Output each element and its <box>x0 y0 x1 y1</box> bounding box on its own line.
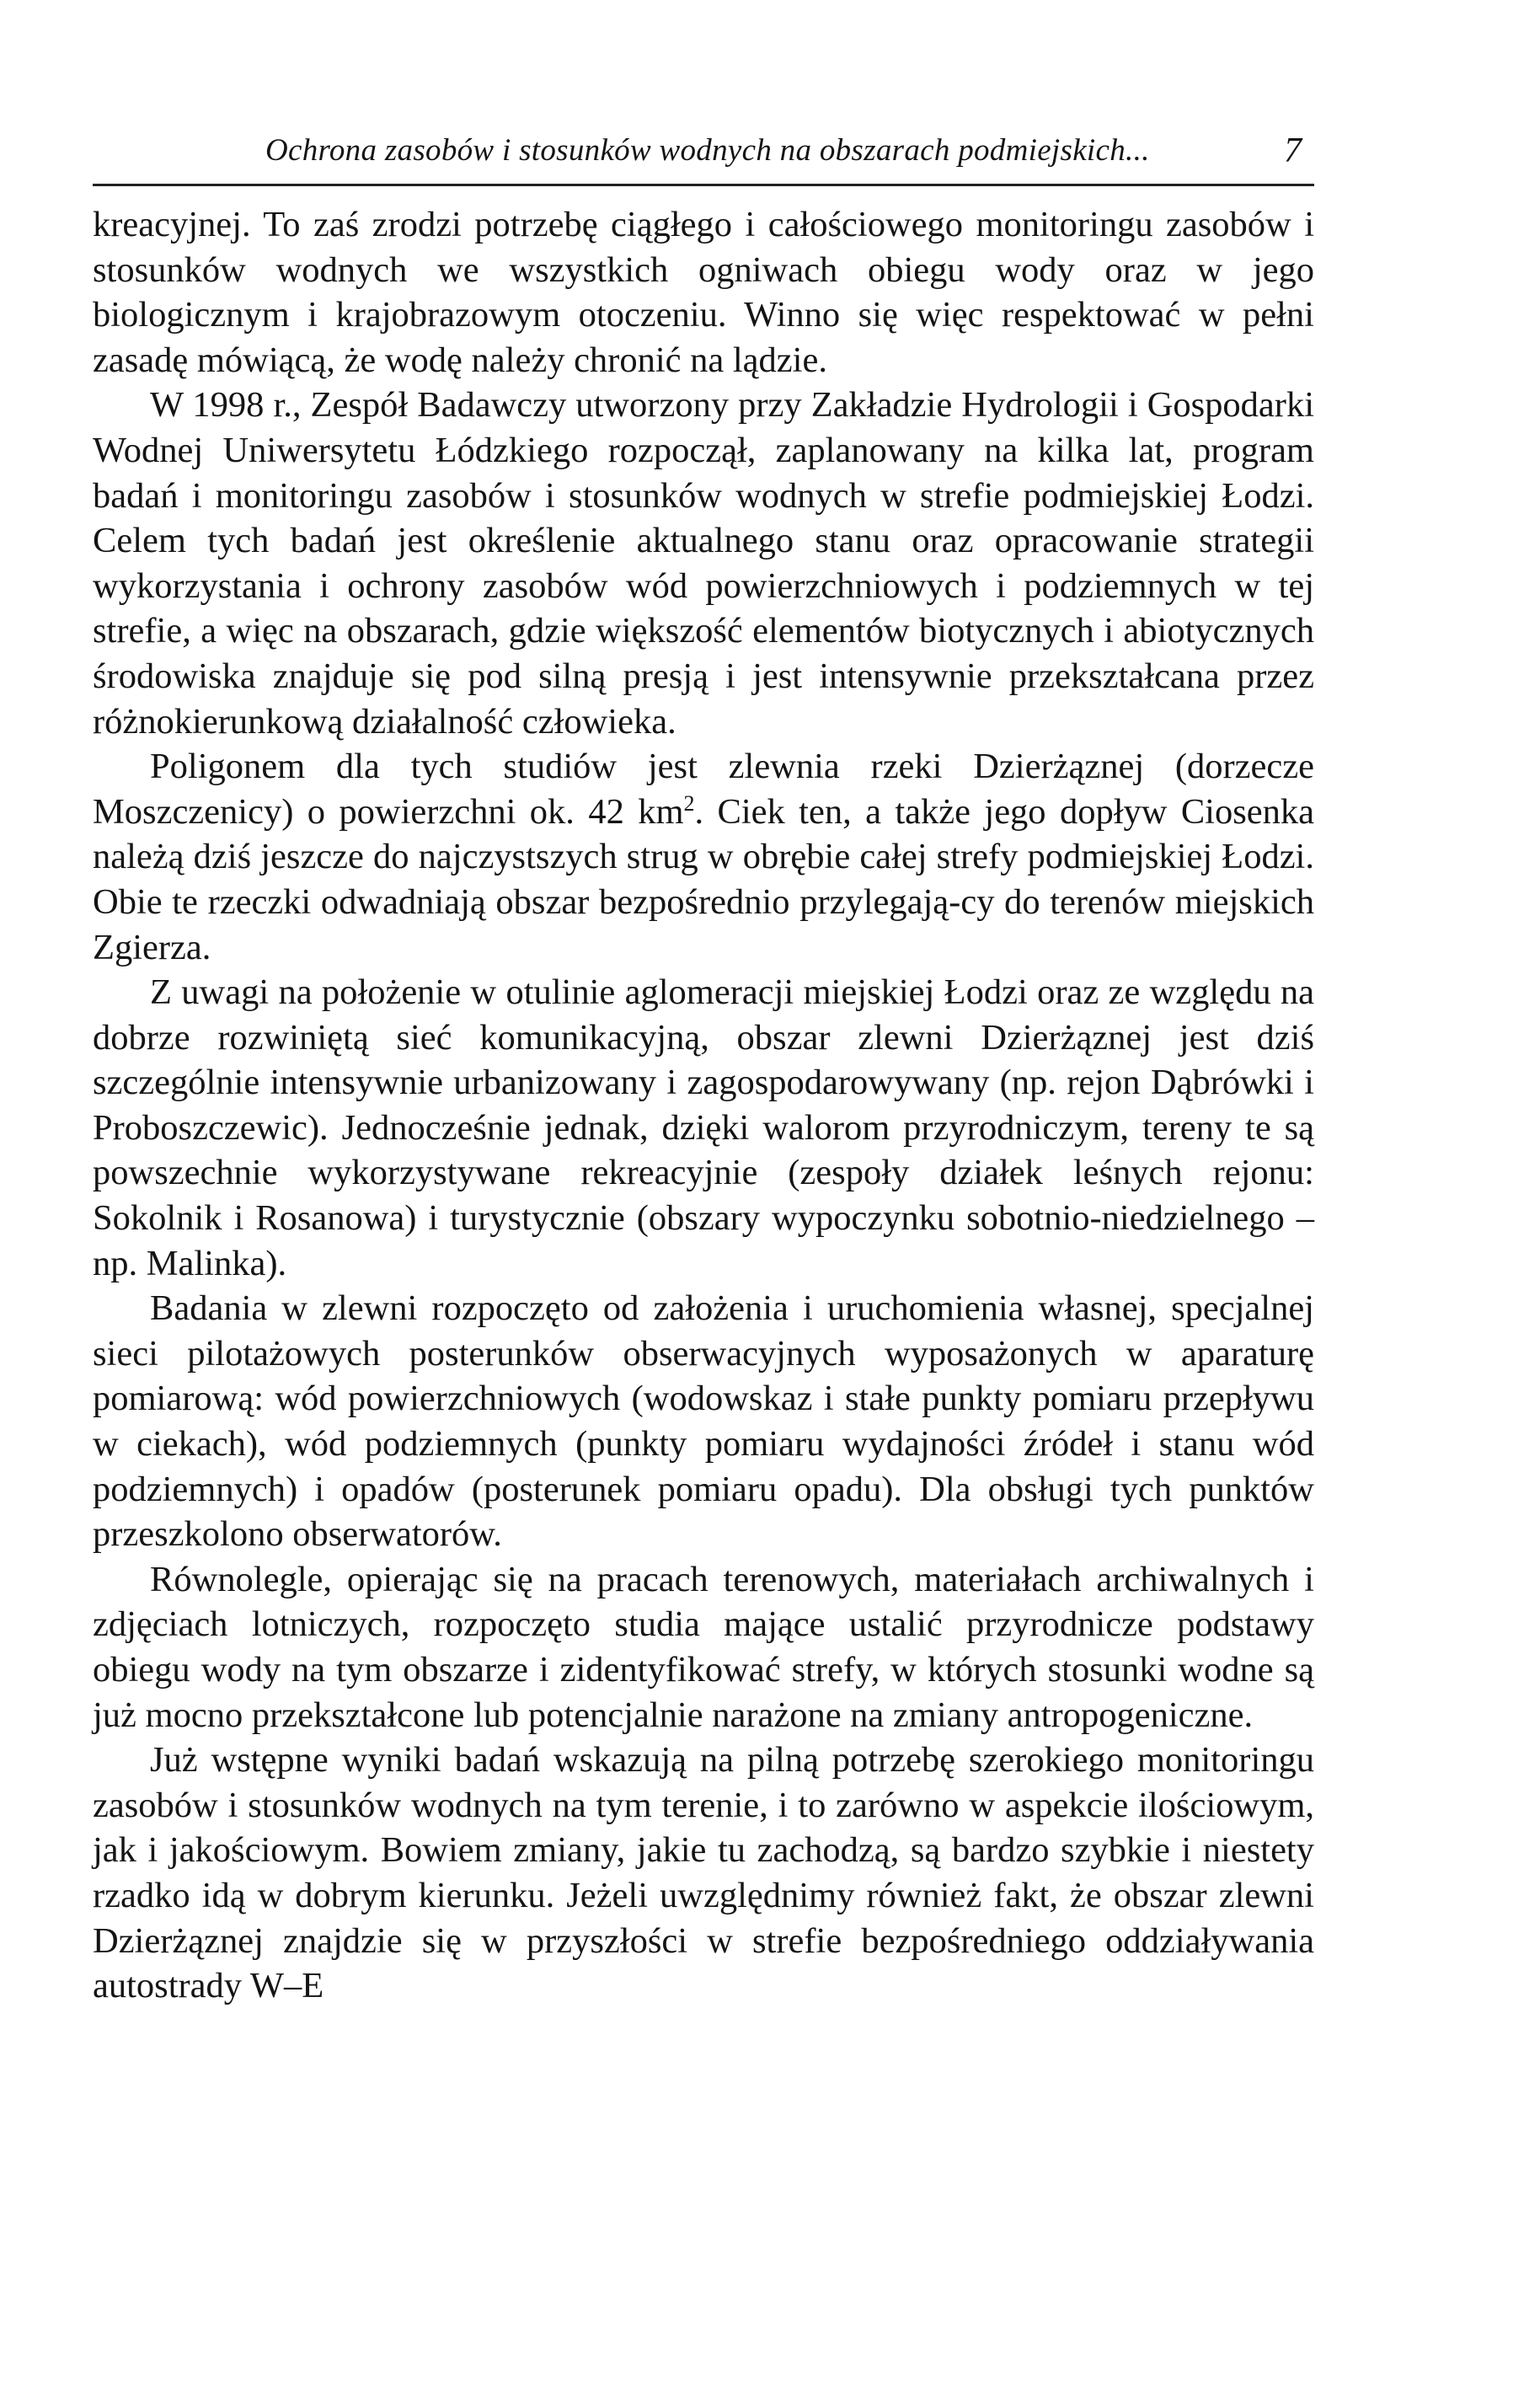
paragraph-5: Badania w zlewni rozpoczęto od założenia i uruchomienia własnej, specjalnej sieci pilotażowych posterunków obserwacyjnych wyposażonych w aparaturę pomiarową: wód powierzchniowych (wodowskaz i stałe punkty pomiaru przepływu w ciekach), wód podziemnych (punkty pomiaru wydajności źródeł i stanu wód podziemnych) i opadów (posterunek pomiaru opadu). Dla obsługi tych punktów przeszkolono obserwatorów. <box>93 1288 1314 1555</box>
paragraph-3-text-a: Poligonem dla tych studiów jest zlewnia rzeki Dzierżąznej (dorzecze Moszczenicy) o powierzchni ok. 42 km <box>93 747 1314 832</box>
header-rule <box>93 184 1314 186</box>
paragraph-3 <box>93 744 1314 970</box>
running-title: Ochrona zasobów i stosunków wodnych na obszarach podmiejskich... <box>265 133 1150 168</box>
superscript-2: 2 <box>683 790 695 816</box>
paragraph-6: Równolegle, opierając się na pracach terenowych, materiałach archiwalnych i zdjęciach lotniczych, rozpoczęto studia mające ustalić przyrodnicze podstawy obiegu wody na tym obszarze i zidentyfikować strefy, w których stosunki wodne są już mocno przekształcone lub potencjalnie narażone na zmiany antropogeniczne. <box>93 1559 1314 1735</box>
paragraph-7: Już wstępne wyniki badań wskazują na pilną potrzebę szerokiego monitoringu zasobów i stosunków wodnych na tym terenie, i to zarówno w aspekcie ilościowym, jak i jakościowym. Bowiem zmiany, jakie tu zachodzą, są bardzo szybkie i niestety rzadko idą w dobrym kierunku. Jeżeli uwzględnimy również fakt, że obszar zlewni Dzierżąznej znajdzie się w przyszłości w strefie bezpośredniego oddziaływania autostrady W–E <box>93 1740 1314 2006</box>
paragraph-4: Z uwagi na położenie w otulinie aglomeracji miejskiej Łodzi oraz ze względu na dobrze rozwiniętą sieć komunikacyjną, obszar zlewni Dzierżąznej jest dziś szczególnie intensywnie urbanizowany i zagospodarowywany (np. rejon Dąbrówki i Proboszczewic). Jednocześnie jednak, dzięki walorom przyrodniczym, tereny te są powszechnie wykorzystywane rekreacyjnie (zespoły działek leśnych rejonu: Sokolnik i Rosanowa) i turystycznie (obszary wypoczynku sobotnio-niedzielnego – np. Malinka). <box>93 972 1314 1283</box>
paragraph-3-text-b: . Ciek ten, a także jego dopływ Ciosenka należą dziś jeszcze do najczystszych strug w obrębie całej strefy podmiejskiej Łodzi. Obie te rzeczki odwadniają obszar bezpośrednio przylegają-cy do terenów miejskich Zgierza. <box>93 791 1314 967</box>
paragraph-1: kreacyjnej. To zaś zrodzi potrzebę ciągłego i całościowego monitoringu zasobów i stosunków wodnych we wszystkich ogniwach obiegu wody oraz w jego biologicznym i krajobrazowym otoczeniu. Winno się więc respektować w pełni zasadę mówiącą, że wodę należy chronić na lądzie. <box>93 205 1314 380</box>
page-number: 7 <box>1284 131 1302 170</box>
body-text <box>93 202 1314 2009</box>
page-header <box>93 126 1314 175</box>
paragraph-2: W 1998 r., Zespół Badawczy utworzony przy Zakładzie Hydrologii i Gospodarki Wodnej Uniwersytetu Łódzkiego rozpoczął, zaplanowany na kilka lat, program badań i monitoringu zasobów i stosunków wodnych w strefie podmiejskiej Łodzi. Celem tych badań jest określenie aktualnego stanu oraz opracowanie strategii wykorzystania i ochrony zasobów wód powierzchniowych i podziemnych w tej strefie, a więc na obszarach, gdzie większość elementów biotycznych i abiotycznych środowiska znajduje się pod silną presją i jest intensywnie przekształcana przez różnokierunkową działalność człowieka. <box>93 385 1314 742</box>
